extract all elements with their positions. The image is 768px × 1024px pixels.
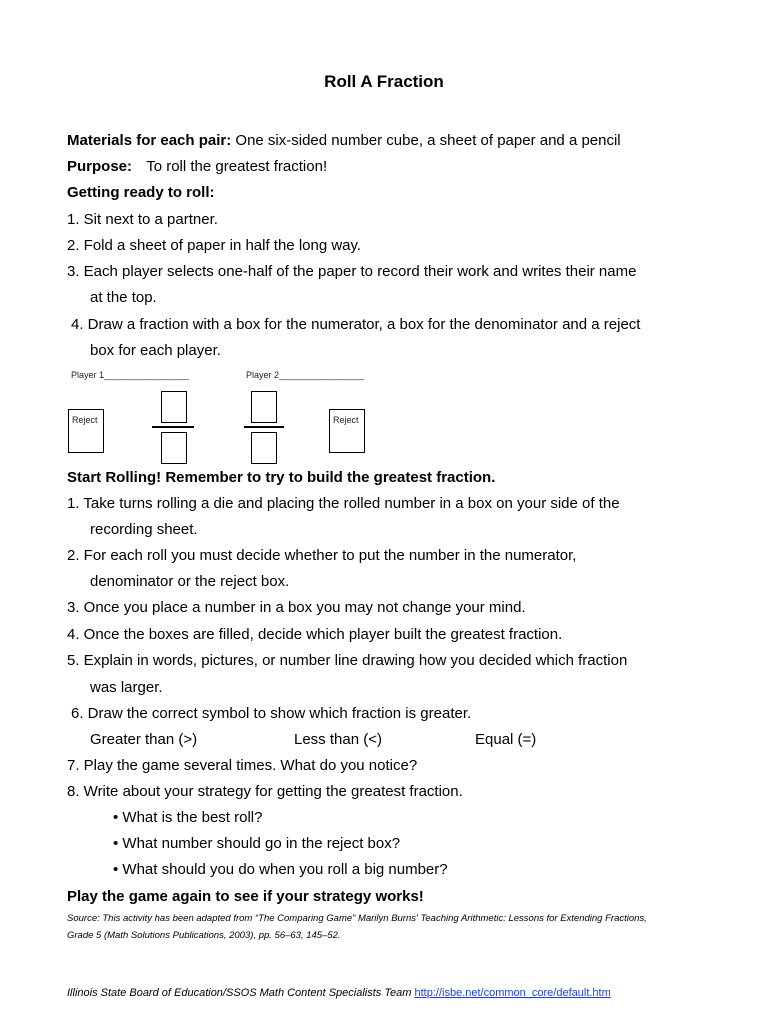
reject-label: Reject: [72, 415, 98, 425]
footer-link[interactable]: http://isbe.net/common_core/default.htm: [414, 987, 611, 999]
bullet-item: • What should you do when you roll a big number?: [113, 861, 448, 878]
getting-ready-heading: Getting ready to roll:: [67, 184, 215, 201]
step-item-continued: at the top.: [90, 289, 157, 306]
symbol-equal: Equal (=): [475, 731, 537, 748]
rolling-step: 8. Write about your strategy for getting the greatest fraction.: [67, 783, 463, 800]
start-rolling-heading: Start Rolling! Remember to try to build the greatest fraction.: [67, 469, 496, 486]
reject-box-player2: [329, 409, 365, 453]
symbol-greater: Greater than (>): [90, 731, 198, 748]
rolling-step-continued: recording sheet.: [90, 521, 198, 538]
rolling-step: 5. Explain in words, pictures, or number line drawing how you decided which fraction: [67, 652, 628, 669]
reject-box-player1: [68, 409, 104, 453]
footer-text: Illinois State Board of Education/SSOS Math Content Specialists Team: [67, 987, 415, 999]
rolling-step-continued: denominator or the reject box.: [90, 573, 290, 590]
purpose-line: [67, 157, 327, 177]
step-item: 3. Each player selects one-half of the paper to record their work and writes their name: [67, 263, 637, 280]
materials-line: [67, 131, 621, 151]
step-item: 2. Fold a sheet of paper in half the long way.: [67, 237, 362, 254]
reject-label: Reject: [333, 415, 359, 425]
rolling-step: 1. Take turns rolling a die and placing the rolled number in a box on your side of the: [67, 495, 620, 512]
source-line: Grade 5 (Math Solutions Publications, 2003), pp. 56–63, 145–52.: [67, 930, 341, 941]
fraction-bar-player1: [152, 426, 194, 428]
rolling-step: 3. Once you place a number in a box you may not change your mind.: [67, 599, 526, 616]
purpose-text: To roll the greatest fraction!: [146, 158, 328, 175]
closing-line: Play the game again to see if your strategy works!: [67, 888, 424, 905]
bullet-item: • What number should go in the reject box?: [113, 835, 401, 852]
footer: [67, 987, 611, 999]
source-line: Source: This activity has been adapted from “The Comparing Game” Marilyn Burns' Teaching Arithmetic: Lessons for Extending Fractions,: [67, 913, 647, 924]
denominator-box-player2: [251, 432, 277, 464]
rolling-step-continued: was larger.: [90, 679, 163, 696]
denominator-box-player1: [161, 432, 187, 464]
player1-label: Player 1_________________: [71, 370, 190, 380]
rolling-step: 6. Draw the correct symbol to show which fraction is greater.: [71, 705, 472, 722]
bullet-item: • What is the best roll?: [113, 809, 263, 826]
rolling-step: 4. Once the boxes are filled, decide which player built the greatest fraction.: [67, 626, 563, 643]
rolling-step: 7. Play the game several times. What do you notice?: [67, 757, 418, 774]
fraction-bar-player2: [244, 426, 284, 428]
materials-label: Materials for each pair:: [67, 132, 232, 149]
step-item-continued: box for each player.: [90, 342, 221, 359]
materials-text: One six-sided number cube, a sheet of paper and a pencil: [231, 132, 621, 149]
step-item: 1. Sit next to a partner.: [67, 211, 218, 228]
rolling-step: 2. For each roll you must decide whether to put the number in the numerator,: [67, 547, 577, 564]
step-item: 4. Draw a fraction with a box for the numerator, a box for the denominator and a reject: [71, 316, 641, 333]
page-title: Roll A Fraction: [324, 72, 444, 91]
player2-label: Player 2_________________: [246, 370, 365, 380]
symbol-less: Less than (<): [294, 731, 382, 748]
numerator-box-player1: [161, 391, 187, 423]
purpose-label: Purpose:: [67, 158, 133, 175]
numerator-box-player2: [251, 391, 277, 423]
